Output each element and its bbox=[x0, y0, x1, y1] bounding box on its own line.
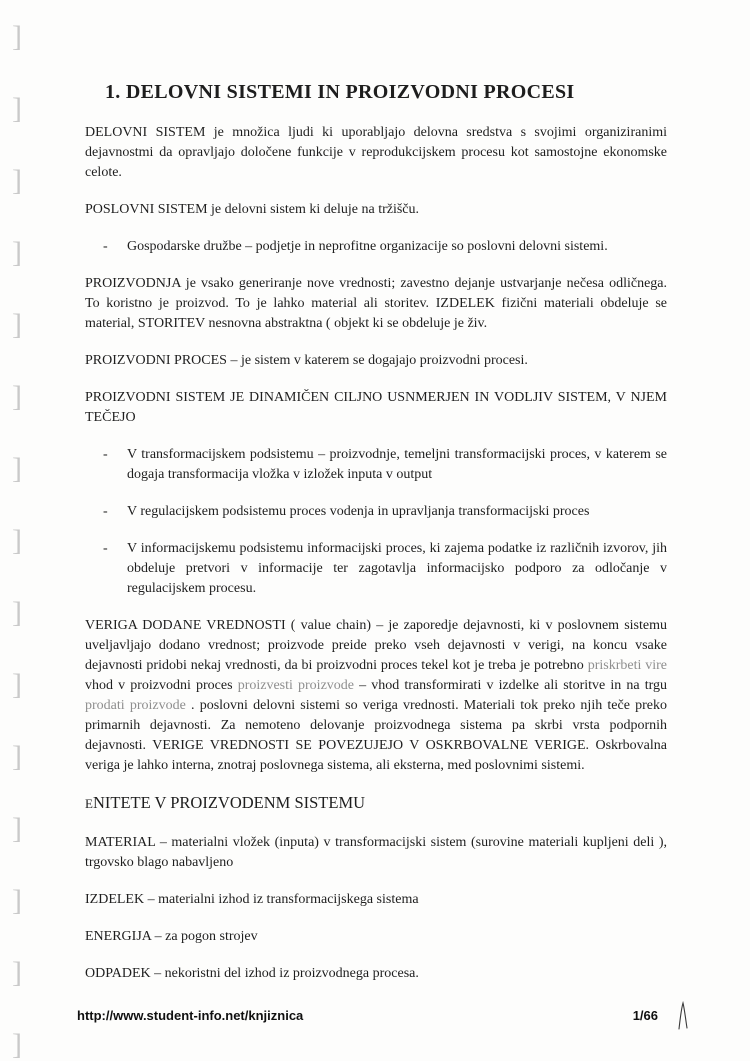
paragraph-proizvodni-sistem: PROIZVODNI SISTEM JE DINAMIČEN CILJNO USNMERJEN IN VODLJIV SISTEM, V NJEM TEČEJO bbox=[85, 390, 667, 425]
binding-mark: ] bbox=[12, 164, 22, 197]
section-heading-entitete: ENITETE V PROIZVODENM SISTEMU bbox=[85, 793, 366, 812]
binding-mark: ] bbox=[12, 236, 22, 269]
binding-mark: ] bbox=[12, 92, 22, 125]
binding-mark: ] bbox=[12, 956, 22, 989]
bullet-dash: - bbox=[103, 447, 108, 462]
paragraph-izdelek: IZDELEK – materialni izhod iz transformacijskega sistema bbox=[85, 892, 419, 907]
bullet-text: Gospodarske družbe – podjetje in neprofitne organizacije so poslovni delovni sistemi. bbox=[127, 239, 608, 254]
bullet-item-regulacijski bbox=[85, 502, 667, 522]
page-footer bbox=[77, 1008, 658, 1023]
page-number: 1/66 bbox=[632, 1008, 658, 1023]
bullet-dash: - bbox=[103, 541, 108, 556]
muted-phrase: prodati proizvode bbox=[85, 698, 186, 713]
binding-mark: ] bbox=[12, 884, 22, 917]
paragraph-proizvodni-proces: PROIZVODNI PROCES – je sistem v katerem se dogajajo proizvodni procesi. bbox=[85, 353, 528, 368]
paragraph-delovni-sistem: DELOVNI SISTEM je množica ljudi ki uporabljajo delovna sredstva s svojimi organiziranimi dejavnostmi da opravljajo določene funkcije v reprodukcijskem procesu kot samostojne ekonomske celote. bbox=[85, 125, 667, 180]
binding-mark: ] bbox=[12, 1028, 22, 1061]
text-segment: vhod v proizvodni proces bbox=[85, 678, 238, 693]
bullet-item-transformacijski bbox=[85, 445, 667, 485]
binding-mark: ] bbox=[12, 596, 22, 629]
bullet-item-gospodarske bbox=[85, 237, 667, 257]
text-segment: – vhod transformirati v izdelke ali storitve in na trgu bbox=[354, 678, 667, 693]
binding-mark: ] bbox=[12, 740, 22, 773]
document-content bbox=[85, 80, 667, 1001]
paragraph-veriga-dodane-vrednosti bbox=[85, 616, 667, 776]
binding-mark: ] bbox=[12, 380, 22, 413]
binding-mark: ] bbox=[12, 452, 22, 485]
paragraph-energija: ENERGIJA – za pogon strojev bbox=[85, 929, 258, 944]
footer-url[interactable]: http://www.student-info.net/knjiznica bbox=[77, 1008, 304, 1023]
bullet-text: V regulacijskem podsistemu proces vodenja in upravljanja transformacijski proces bbox=[127, 504, 590, 519]
text-segment: . poslovni delovni sistemi so veriga vrednosti. Materiali tok preko njih teče preko primarnih dejavnosti. Za nemoteno delovanje proizvodnega sistema pa skrbi vrsta podpornih dejavnosti. VERIGE VREDNOSTI SE POVEZUJEJO V OSKRBOVALNE VERIGE. Oskrbovalna veriga je lahko interna, znotraj poslovnega sistema, ali eksterna, med poslovnimi sistemi. bbox=[85, 698, 667, 773]
page-title: 1. DELOVNI SISTEMI IN PROIZVODNI PROCESI bbox=[105, 81, 575, 103]
bullet-dash: - bbox=[103, 504, 108, 519]
binding-mark: ] bbox=[12, 668, 22, 701]
bullet-text: V informacijskemu podsistemu informacijski proces, ki zajema podatke iz različnih izvorov, jih obdeluje pretvori v informacije ter zagotavlja informacijsko podporo za odločanje v regulacijskem procesu. bbox=[127, 541, 667, 596]
handwritten-caret-mark bbox=[676, 1000, 692, 1032]
paragraph-odpadek: ODPADEK – nekoristni del izhod iz proizvodnega procesa. bbox=[85, 966, 419, 981]
muted-phrase: priskrbeti vire bbox=[587, 658, 667, 673]
paragraph-poslovni-sistem: POSLOVNI SISTEM je delovni sistem ki deluje na tržišču. bbox=[85, 202, 420, 217]
bullet-text: V transformacijskem podsistemu – proizvodnje, temeljni transformacijski proces, v katerem se dogaja transformacija vložka v izložek inputa v output bbox=[127, 447, 667, 482]
muted-phrase: proizvesti proizvode bbox=[237, 678, 354, 693]
binding-mark: ] bbox=[12, 308, 22, 341]
paragraph-material: MATERIAL – materialni vložek (inputa) v transformacijski sistem (surovine materiali kupljeni deli ), trgovsko blago nabavljeno bbox=[85, 835, 667, 870]
binding-mark: ] bbox=[12, 812, 22, 845]
binding-marks bbox=[0, 0, 40, 1061]
binding-mark: ] bbox=[12, 524, 22, 557]
bullet-item-informacijski bbox=[85, 539, 667, 599]
text-segment: VERIGA DODANE VREDNOSTI ( value chain) – je zaporedje dejavnosti, ki v poslovnem sistemu uveljavljajo dodano vrednost; proizvode preide preko vseh dejavnosti v verigi, na koncu vsake dejavnosti pridobi nekaj vrednosti, da bi proizvodni proces tekel kot je treba je potrebno bbox=[85, 618, 667, 673]
binding-mark: ] bbox=[12, 20, 22, 53]
bullet-dash: - bbox=[103, 239, 108, 254]
paragraph-proizvodnja: PROIZVODNJA je vsako generiranje nove vrednosti; zavestno dejanje ustvarjanje nečesa odličnega. To koristno je proizvod. To je lahko material ali storitev. IZDELEK fizični materiali obdeluje se material, STORITEV nesnovna abstraktna ( objekt ki se obdeluje je živ. bbox=[85, 276, 667, 331]
